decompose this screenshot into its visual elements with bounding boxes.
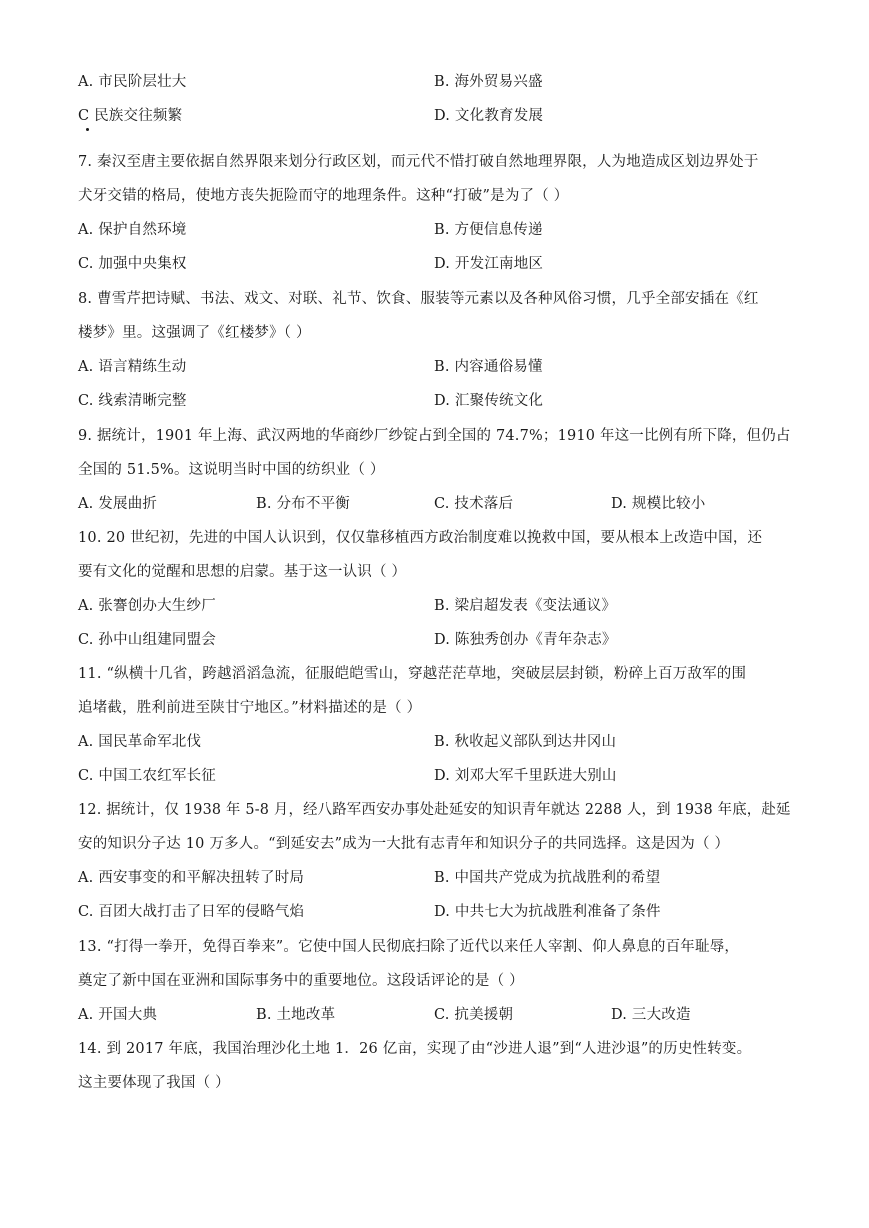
q10-stem-line2: 要有文化的觉醒和思想的启蒙。基于这一认识（ ） xyxy=(78,564,407,580)
q8-option-b: B. 内容通俗易懂 xyxy=(434,359,543,375)
q12-stem-line1: 12. 据统计，仅 1938 年 5-8 月，经八路军西安办事处赴延安的知识青年就达 2288 人，到 1938 年底，赴延 xyxy=(78,802,791,818)
q8-stem-line1: 8. 曹雪芹把诗赋、书法、戏文、对联、礼节、饮食、服装等元素以及各种风俗习惯，几乎全部安插在《红 xyxy=(78,291,759,307)
q10-option-c: C. 孙中山组建同盟会 xyxy=(78,632,216,648)
q13-option-b: B. 土地改革 xyxy=(256,1007,336,1023)
q7-option-c: C. 加强中央集权 xyxy=(78,256,187,272)
q7-stem-line1: 7. 秦汉至唐主要依据自然界限来划分行政区划，而元代不惜打破自然地理界限，人为地造成区划边界处于 xyxy=(78,154,759,170)
q11-option-d: D. 刘邓大军千里跃进大别山 xyxy=(434,768,617,784)
q12-stem-line2: 安的知识分子达 10 万多人。“到延安去”成为一大批有志青年和知识分子的共同选择。这是因为（ ） xyxy=(78,836,730,852)
q13-stem-line2: 奠定了新中国在亚洲和国际事务中的重要地位。这段话评论的是（ ） xyxy=(78,973,524,989)
q11-stem-line1: 11. “纵横十几省，跨越滔滔急流，征服皑皑雪山，穿越茫茫草地，突破层层封锁，粉碎上百万敌军的围 xyxy=(78,666,747,682)
q13-stem-line1: 13. “打得一拳开，免得百拳来”。它使中国人民彻底扫除了近代以来任人宰割、仰人鼻息的百年耻辱， xyxy=(78,939,740,955)
q6-option-b: B. 海外贸易兴盛 xyxy=(434,74,543,90)
q8-option-a: A. 语言精练生动 xyxy=(78,359,187,375)
q7-stem-line2: 犬牙交错的格局，使地方丧失扼险而守的地理条件。这种“打破”是为了（ ） xyxy=(78,188,569,204)
q11-stem-line2: 追堵截，胜利前进至陕甘宁地区。”材料描述的是（ ） xyxy=(78,700,422,716)
q9-option-d: D. 规模比较小 xyxy=(611,496,706,512)
q8-option-c: C. 线索清晰完整 xyxy=(78,393,187,409)
q9-option-b: B. 分布不平衡 xyxy=(256,496,350,512)
q13-option-a: A. 开国大典 xyxy=(78,1007,158,1023)
q11-option-a: A. 国民革命军北伐 xyxy=(78,734,202,750)
q11-option-b: B. 秋收起义部队到达井冈山 xyxy=(434,734,617,750)
q9-option-a: A. 发展曲折 xyxy=(78,496,158,512)
q7-option-a: A. 保护自然环境 xyxy=(78,222,187,238)
q13-option-d: D. 三大改造 xyxy=(611,1007,691,1023)
q10-option-a: A. 张謇创办大生纱厂 xyxy=(78,598,216,614)
q11-option-c: C. 中国工农红军长征 xyxy=(78,768,216,784)
q14-stem-line2: 这主要体现了我国（ ） xyxy=(78,1075,230,1091)
stray-dot-mark xyxy=(86,128,89,131)
q6-option-c: C 民族交往频繁 xyxy=(78,108,183,124)
q13-option-c: C. 抗美援朝 xyxy=(434,1007,514,1023)
q9-stem-line2: 全国的 51.5%。这说明当时中国的纺织业（ ） xyxy=(78,462,385,478)
q10-stem-line1: 10. 20 世纪初，先进的中国人认识到，仅仅靠移植西方政治制度难以挽救中国，要从根本上改造中国，还 xyxy=(78,530,763,546)
q7-option-d: D. 开发江南地区 xyxy=(434,256,544,272)
q7-option-b: B. 方便信息传递 xyxy=(434,222,543,238)
q10-option-d: D. 陈独秀创办《青年杂志》 xyxy=(434,632,617,648)
q12-option-b: B. 中国共产党成为抗战胜利的希望 xyxy=(434,870,661,886)
q10-option-b: B. 梁启超发表《变法通议》 xyxy=(434,598,617,614)
q12-option-a: A. 西安事变的和平解决扭转了时局 xyxy=(78,870,305,886)
q6-option-a: A. 市民阶层壮大 xyxy=(78,74,187,90)
q9-stem-line1: 9. 据统计，1901 年上海、武汉两地的华商纱厂纱锭占到全国的 74.7%；1910 年这一比例有所下降，但仍占 xyxy=(78,428,791,444)
q14-stem-line1: 14. 到 2017 年底，我国治理沙化土地 1．26 亿亩，实现了由“沙进人退”到“人进沙退”的历史性转变。 xyxy=(78,1041,752,1057)
q12-option-c: C. 百团大战打击了日军的侵略气焰 xyxy=(78,904,305,920)
q12-option-d: D. 中共七大为抗战胜利准备了条件 xyxy=(434,904,661,920)
q8-option-d: D. 汇聚传统文化 xyxy=(434,393,544,409)
q9-option-c: C. 技术落后 xyxy=(434,496,514,512)
q8-stem-line2: 楼梦》里。这强调了《红楼梦》（ ） xyxy=(78,325,311,341)
q6-option-d: D. 文化教育发展 xyxy=(434,108,544,124)
